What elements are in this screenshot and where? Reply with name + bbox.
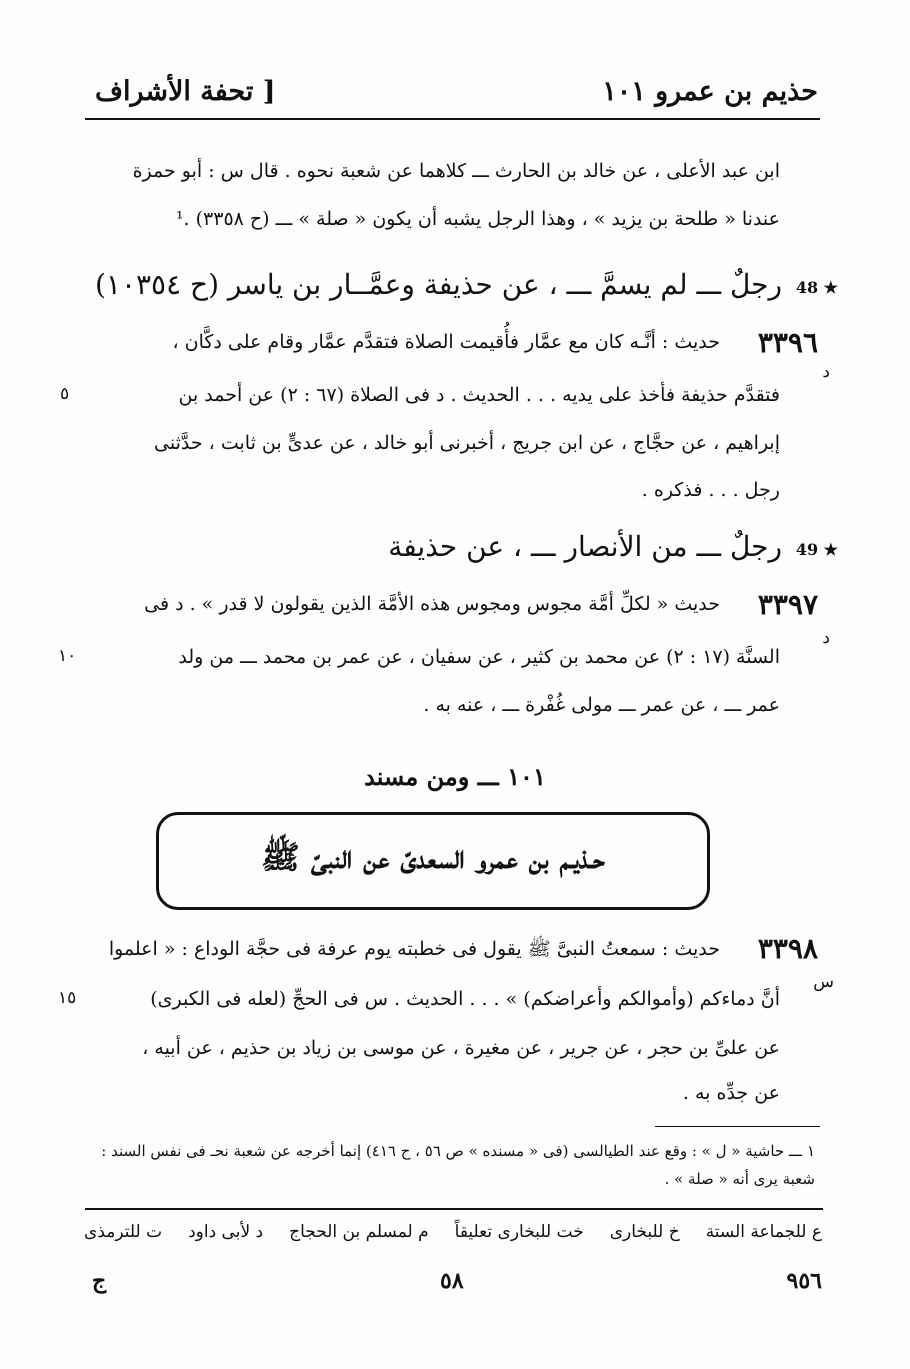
text-line: رجل . . . فذكره . [641, 479, 780, 501]
footnote-line: ١ ـــ حاشية « ل » : وقع عند الطيالسى (فى « مسنده » ص ٥٦ ، ح ٤١٦) إنما أخرجه عن شعبة نحـ فى نفس السند : [101, 1142, 815, 1160]
text-line: السنَّة (١٧ : ٢) عن محمد بن كثير ، عن سفيان ، عن عمر بن محمد ـــ من ولد [178, 646, 780, 668]
text-line: حديث « لكلِّ أمَّة مجوس ومجوس هذه الأمَّة الذين يقولون لا قدر » . د فى [144, 593, 720, 615]
running-header-left: [ تحفة الأشراف [95, 76, 276, 107]
abbreviations-key [84, 1222, 822, 1242]
entry-title: رجلٌ ـــ من الأنصار ـــ ، عن حذيفة [388, 530, 782, 563]
entry-number: 48 ★ [795, 278, 838, 297]
abbreviations-rule [85, 1208, 823, 1210]
text-line: عمر ـــ ، عن عمر ـــ مولى غُفْرة ـــ ، عنه به . [423, 694, 780, 716]
abbreviation: خت للبخارى تعليقاً [454, 1222, 584, 1242]
abbreviation: م لمسلم بن الحجاج [289, 1222, 429, 1242]
text-line: عن جدِّه به . [682, 1082, 780, 1104]
margin-symbol: س [813, 972, 834, 992]
text-line: عن علىِّ بن حجر ، عن جرير ، عن مغيرة ، عن موسى بن زياد بن حذيم ، عن أبيه ، [142, 1037, 780, 1059]
footnote-rule [655, 1126, 820, 1127]
page-number-center: ٥٨ [440, 1268, 464, 1294]
running-header-right: حذيم بن عمرو ١٠١ [602, 76, 818, 107]
abbreviation: د لأبى داود [188, 1222, 264, 1242]
text-line: حديث : أنَّـه كان مع عمَّار فأُقيمت الصلاة فتقدَّم عمَّار وقام على دكَّان ، [172, 331, 720, 353]
margin-symbol: د [822, 628, 830, 648]
abbreviation: خ للبخارى [609, 1222, 680, 1242]
entry-title: رجلٌ ـــ لم يسمَّ ـــ ، عن حذيفة وعمَّــار بن ياسر (ح ١٠٣٥٤) [94, 268, 782, 301]
abbreviation: ع للجماعة الستة [705, 1222, 822, 1242]
text-line: أنَّ دماءكم (وأموالكم وأعراضكم) » . . . الحديث . س فى الحجِّ (لعله فى الكبرى) [150, 988, 780, 1010]
text-line: حديث : سمعتُ النبىَّ ﷺ يقول فى خطبته يوم عرفة فى حجَّة الوداع : « اعلموا [108, 938, 720, 960]
footnote-line: شعبة يرى أنه « صلة » . [664, 1170, 815, 1188]
hadith-number: ٣٣٩٦ [757, 326, 818, 359]
margin-line-number: ١٠ [58, 646, 77, 666]
section-heading: ١٠١ ـــ ومن مسند [364, 762, 546, 791]
margin-symbol: د [822, 362, 830, 382]
musnad-title: حـذيـم بن عمرو السعدىّ عن النبىّ ﷺ [261, 838, 605, 876]
text-line: ابن عبد الأعلى ، عن خالد بن الحارث ـــ كلاهما عن شعبة نحوه . قال س : أبو حمزة [132, 160, 780, 182]
margin-line-number: ٥ [60, 384, 70, 404]
musnad-title-box [156, 812, 710, 910]
margin-line-number: ١٥ [58, 988, 77, 1008]
abbreviation: ت للترمذى [84, 1222, 163, 1242]
volume-letter: ج [92, 1268, 107, 1294]
text-line: عندنا « طلحة بن يزيد » ، وهذا الرجل يشبه أن يكون « صلة » ـــ (ح ٣٣٥٨) .¹ [175, 208, 780, 230]
page-number-right: ٩٥٦ [786, 1268, 822, 1294]
header-rule [85, 118, 820, 120]
text-line: إبراهيم ، عن حجَّاج ، عن ابن جريج ، أخبرنى أبو خالد ، عن عدىٍّ بن ثابت ، حدَّثنى [154, 432, 780, 454]
hadith-number: ٣٣٩٧ [757, 588, 818, 621]
hadith-number: ٣٣٩٨ [757, 932, 818, 965]
entry-number: 49 ★ [795, 540, 838, 559]
text-line: فتقدَّم حذيفة فأخذ على يديه . . . الحديث . د فى الصلاة (٦٧ : ٢) عن أحمد بن [178, 384, 780, 406]
